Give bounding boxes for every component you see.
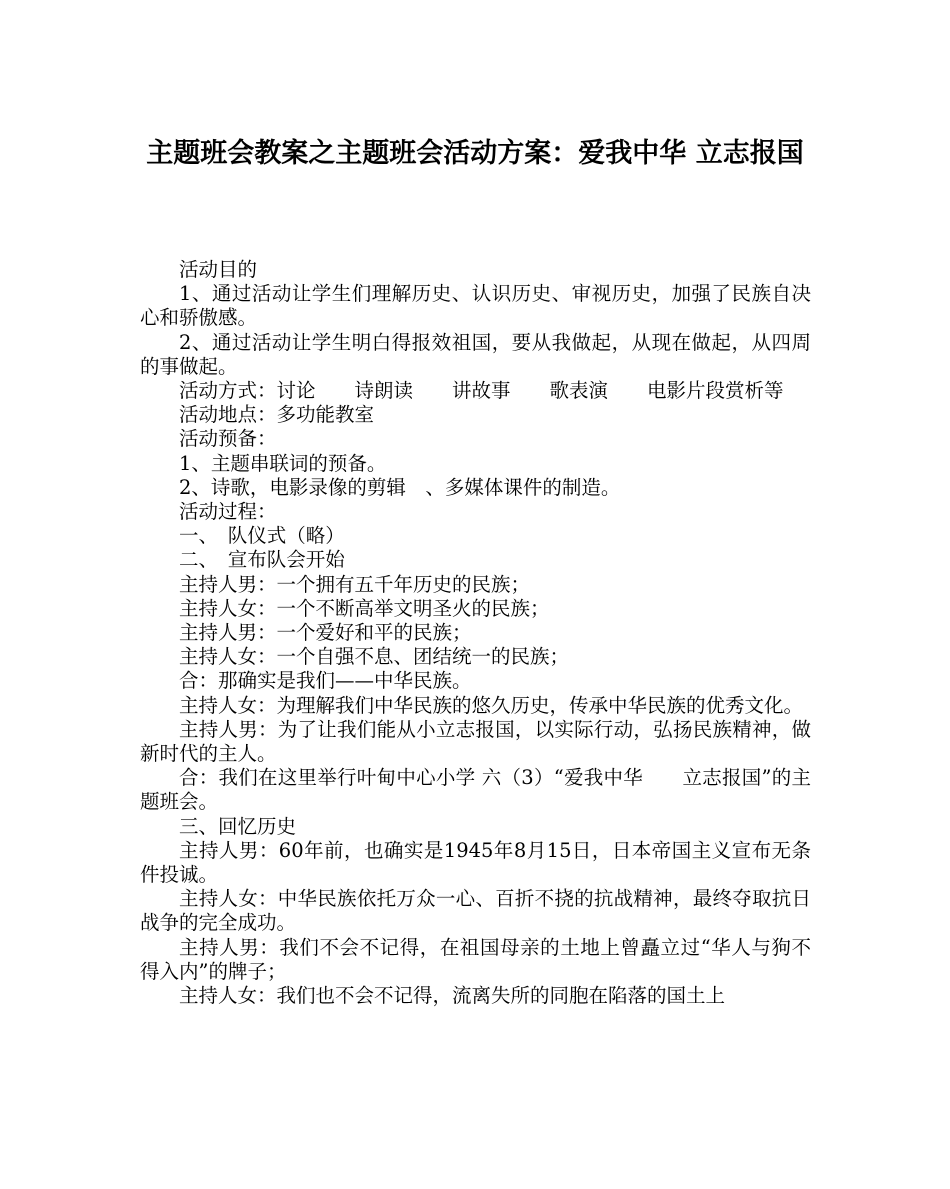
paragraph: 主持人男：我们不会不记得，在祖国母亲的土地上曾矗立过“华人与狗不得入内”的牌子； [140, 935, 811, 983]
paragraph: 主持人男：60年前，也确实是1945年8月15日，日本帝国主义宣布无条件投诚。 [140, 838, 811, 887]
paragraph: 主持人男：一个拥有五千年历史的民族； [179, 572, 531, 596]
paragraph: 主持人男：一个爱好和平的民族； [179, 621, 472, 645]
paragraph: 活动过程： [179, 500, 277, 524]
paragraph: 主持人女：为理解我们中华民族的悠久历史，传承中华民族的优秀文化。 [179, 693, 804, 717]
paragraph: 主持人女：中华民族依托万众一心、百折不挠的抗战精神，最终夺取抗日战争的完全成功。 [140, 887, 811, 935]
document-body [140, 258, 811, 1008]
paragraph: 活动预备： [179, 427, 277, 451]
document-title: 主题班会教案之主题班会活动方案：爱我中华 立志报国 [146, 138, 804, 169]
paragraph: 主持人女：一个不断高举文明圣火的民族； [179, 596, 550, 620]
paragraph: 2、诗歌，电影录像的剪辑 、多媒体课件的制造。 [179, 475, 621, 499]
paragraph: 1、主题串联词的预备。 [179, 451, 387, 475]
paragraph: 三、回忆历史 [179, 814, 297, 838]
paragraph: 2、通过活动让学生明白得报效祖国，要从我做起，从现在做起，从四周的事做起。 [140, 330, 811, 378]
paragraph: 活动方式：讨论 诗朗读 讲故事 歌表演 电影片段赏析等 [179, 379, 784, 403]
paragraph: 二、 宣布队会开始 [179, 548, 345, 572]
paragraph: 活动目的 [179, 258, 258, 281]
paragraph: 合：那确实是我们——中华民族。 [179, 669, 472, 693]
paragraph: 一、 队仪式（略） [179, 524, 345, 548]
paragraph: 主持人女：我们也不会不记得，流离失所的同胞在陷落的国土上 [179, 984, 726, 1008]
paragraph: 主持人女：一个自强不息、团结统一的民族； [179, 645, 570, 669]
paragraph: 合：我们在这里举行叶甸中心小学 六（3）“爱我中华 立志报国”的主题班会。 [140, 766, 811, 814]
paragraph: 1、通过活动让学生们理解历史、认识历史、审视历史，加强了民族自决心和骄傲感。 [140, 282, 811, 330]
paragraph: 活动地点：多功能教室 [179, 403, 375, 427]
paragraph: 主持人男：为了让我们能从小立志报国，以实际行动，弘扬民族精神，做新时代的主人。 [140, 717, 811, 766]
